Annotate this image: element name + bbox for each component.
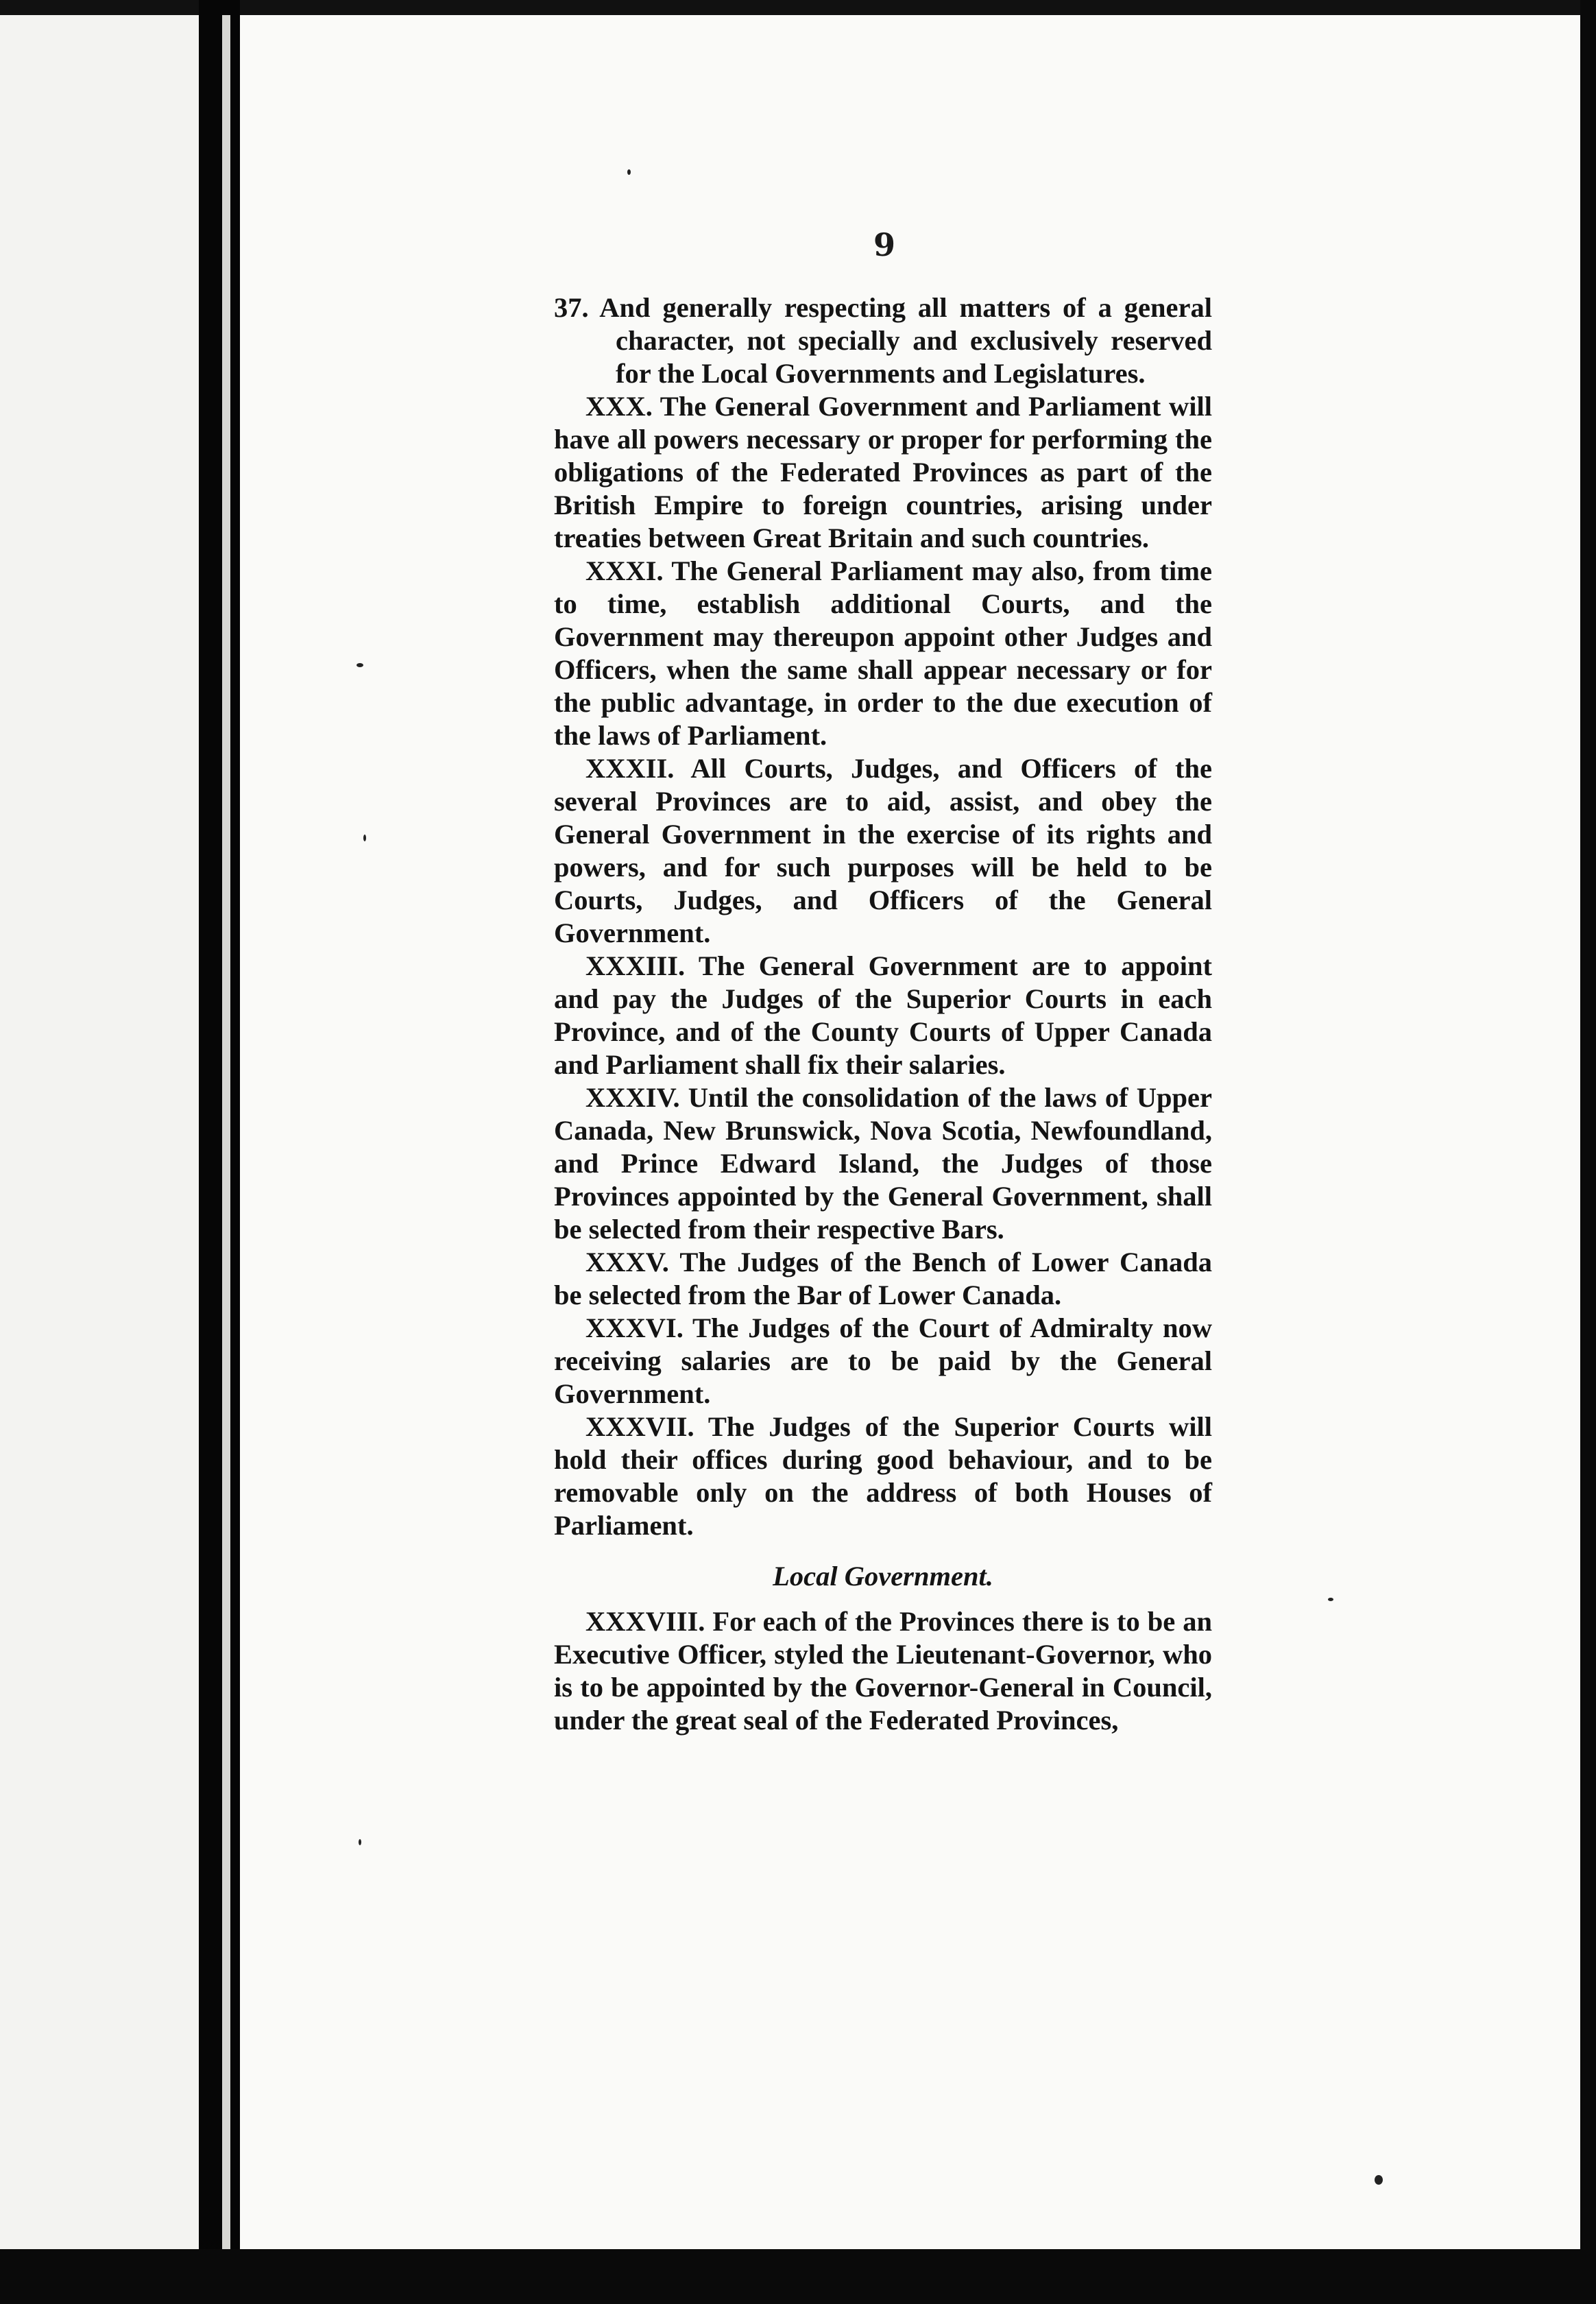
- paragraph-xxxiii: XXXIII. The General Government are to appoint and pay the Judges of the Superior Courts in each Province, and of the County Courts of Upper Canada and Parliament shall fix their salaries.: [554, 950, 1212, 1080]
- paragraph-xxxii: XXXII. All Courts, Judges, and Officers of the several Provinces are to aid, assist, and obey the General Government in the exercise of its rights and powers, and for such purposes will be held to be Courts, Judges, and Officers of the General Government.: [554, 753, 1212, 948]
- paragraph-xxxiv: XXXIV. Until the consolidation of the laws of Upper Canada, New Brunswick, Nova Scotia, Newfoundland, and Prince Edward Island, the Judges of those Provinces appointed by the General Government, shall be selected from their respective Bars.: [554, 1082, 1212, 1245]
- spine-gutter: [222, 15, 230, 2249]
- right-scan-border: [1580, 0, 1596, 2304]
- scan-speck: [356, 663, 363, 667]
- paragraph-37: 37. And generally respecting all matters of a general character, not specially and exclusively reserved for the Local Governments and Legislatures.: [554, 292, 1212, 389]
- paragraph-xxxv: XXXV. The Judges of the Bench of Lower Canada be selected from the Bar of Lower Canada.: [554, 1247, 1212, 1310]
- document-body: [554, 291, 1212, 1737]
- section-heading: Local Government.: [773, 1561, 993, 1592]
- scan-speck: [627, 169, 631, 175]
- paragraph-xxx: XXX. The General Government and Parliament will have all powers necessary or proper for performing the obligations of the Federated Provinces as part of the British Empire to foreign countries, arising under treaties between Great Britain and such countries.: [554, 391, 1212, 553]
- paragraph-xxxvii: XXXVII. The Judges of the Superior Courts will hold their offices during good behaviour, and to be removable only on the address of both Houses of Parliament.: [554, 1411, 1212, 1541]
- scan-speck: [359, 1839, 361, 1845]
- book-spine: [199, 0, 240, 2304]
- scan-speck: [1328, 1598, 1333, 1601]
- scan-speck: [363, 835, 366, 841]
- bottom-scan-border: [0, 2249, 1596, 2304]
- paragraph-xxxi: XXXI. The General Parliament may also, from time to time, establish additional Courts, and the Government may thereupon appoint other Judges and Officers, when the same shall appear necessary or for the public advantage, in order to the due execution of the laws of Parliament.: [554, 555, 1212, 751]
- facing-page: [0, 15, 199, 2249]
- paragraph-xxxvi: XXXVI. The Judges of the Court of Admiralty now receiving salaries are to be paid by the General Government.: [554, 1312, 1212, 1409]
- paragraph-xxxviii: XXXVIII. For each of the Provinces there is to be an Executive Officer, styled the Lieutenant-Governor, who is to be appointed by the Governor-General in Council, under the great seal of the Federated Provinces,: [554, 1606, 1212, 1736]
- page-number: 9: [873, 226, 895, 263]
- scan-speck: [1375, 2175, 1383, 2185]
